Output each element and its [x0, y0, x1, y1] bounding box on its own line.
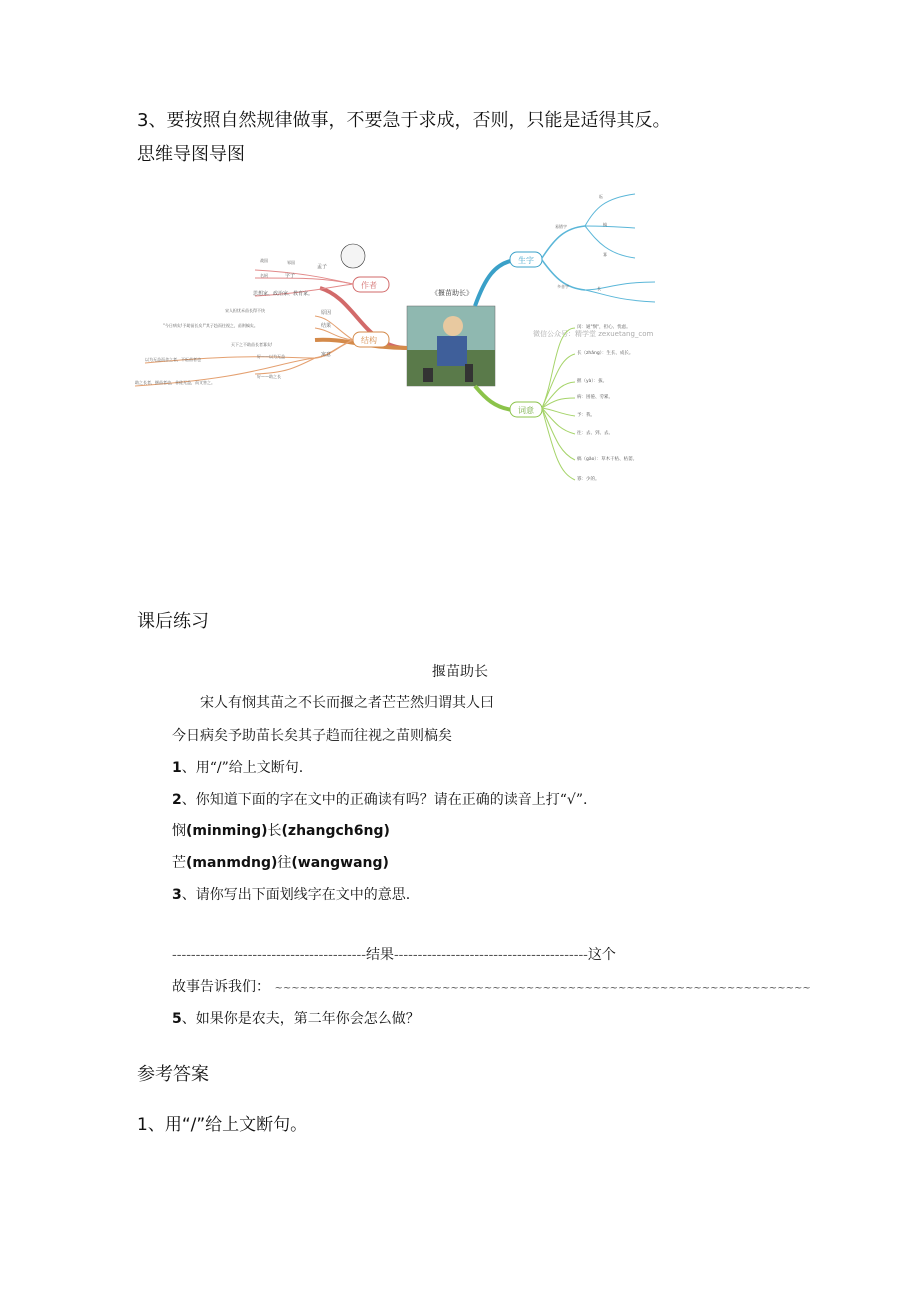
chars-item-0: 耘: [599, 194, 603, 199]
q4-blank-3: ~~~~~~~~~~~~~~~~~~~~~~~~~~~~~~~~~~~~~~~~~~~~~~~~~~~~~~~~~~~~~~~~: [274, 983, 811, 994]
practice-heading: 课后练习: [137, 611, 209, 632]
words-item-2: 揠（yà）：拔。: [577, 379, 608, 384]
question-5: [172, 1008, 420, 1028]
author-sub-0: 战国: [260, 258, 268, 263]
q2-char-4: 往: [277, 855, 292, 871]
q4-blank-1: -----------------------------------------: [172, 947, 366, 963]
words-item-6: 槁（gǎo）：草木干枯、枯萎。: [577, 457, 638, 462]
center-illustration: [407, 306, 495, 386]
structure-detail-6: 好——助之长: [257, 374, 281, 379]
q1-number: 1: [172, 760, 182, 776]
question-4-line-2: [172, 976, 811, 996]
author-sub-2: 邹国: [287, 260, 295, 265]
q2-number: 2: [172, 792, 182, 808]
structure-detail-2: 天下之不助苗长者寡矣!: [231, 342, 273, 347]
q2-char-3: 芒: [172, 855, 186, 871]
q3-number: 3: [172, 887, 182, 903]
q4-end: 这个: [587, 947, 616, 963]
answers-heading: 参考答案: [137, 1064, 209, 1085]
q1-text: 、用“/”给上文断句.: [181, 760, 304, 776]
text-line-2: 今日病矣予助苗长矣其子趋而往视之苗则槁矣: [172, 728, 452, 744]
chars-group-1: 多音字: [557, 284, 569, 289]
q2-line-2: [172, 852, 389, 872]
author-item-2: 思想家、政治家、教育家。: [253, 291, 314, 297]
words-item-5: 往：去、到、去。: [577, 431, 613, 436]
words-item-1: 长（zhǎng）：生长、成长。: [577, 351, 634, 356]
q5-number: 5: [172, 1011, 182, 1027]
structure-item-1: 结果: [321, 323, 332, 329]
conclusion-line: 3、要按照自然规律做事，不要急于求成，否则，只能是适得其反。: [137, 110, 671, 131]
chars-item-3: 长: [597, 286, 601, 291]
text-line-1: 宋人有悯其苗之不长而揠之者芒芒然归谓其人曰: [200, 695, 494, 711]
words-label: 词意: [518, 406, 534, 415]
structure-detail-5: 好——以为无益: [257, 354, 285, 359]
words-branch-line: [475, 386, 513, 410]
structure-detail-1: "今日病矣!予助苗长矣!"其子趋而往视之，苗则槁矣。: [163, 323, 258, 328]
q2-text: 、你知道下面的字在文中的正确读有吗？请在正确的读音上打“√”.: [181, 792, 588, 808]
question-4-line-1: [172, 944, 616, 964]
mencius-portrait: [341, 244, 365, 268]
question-3: [172, 884, 410, 904]
author-sub-1: 名轲: [260, 273, 268, 278]
center-label: 《揠苗助长》: [431, 289, 473, 297]
author-item-1: 字子: [285, 273, 296, 279]
q4-prompt: 故事告诉我们：: [172, 979, 270, 995]
words-item-3: 病：困倦、劳累。: [577, 395, 613, 400]
structure-label: 结构: [361, 336, 377, 345]
q2-pinyin-3: (manmdng): [186, 855, 278, 871]
structure-detail-4: 助之长者，揠苗者也，非徒无益，而又害之。: [135, 380, 215, 385]
author-label: 作者: [361, 281, 377, 290]
q2-pinyin-2: (zhangch6ng): [281, 823, 390, 839]
q2-line-1: [172, 820, 390, 840]
chars-branch-line: [475, 260, 515, 306]
mindmap-heading: 思维导图导图: [137, 144, 245, 165]
question-2: [172, 789, 587, 809]
chars-item-2: 寡: [603, 252, 607, 257]
q2-char-1: 悯: [172, 823, 186, 839]
answer-1: 1、用“/”给上文断句。: [137, 1115, 308, 1135]
author-item-0: 孟子: [317, 264, 328, 270]
chars-label: 生字: [518, 256, 534, 265]
q2-pinyin-1: (minming): [186, 823, 268, 839]
q5-text: 、如果你是农夫，第二年你会怎么做？: [181, 1011, 420, 1027]
q2-char-2: 长: [267, 823, 282, 839]
mindmap-diagram: [135, 178, 697, 490]
question-1: [172, 757, 303, 777]
q3-text: 、请你写出下面划线字在文中的意思.: [181, 887, 411, 903]
words-item-4: 予：我。: [577, 413, 595, 418]
chars-item-1: 槁: [603, 222, 607, 227]
structure-item-0: 原因: [321, 310, 332, 316]
chars-group-0: 易错字: [555, 224, 567, 229]
structure-detail-3: 以为无益而舍之者，不耘苗者也: [145, 357, 201, 362]
q4-result-label: 结果: [365, 947, 394, 963]
text-title: 揠苗助长: [432, 664, 488, 680]
structure-detail-0: 宋人担忧禾苗长得不快: [225, 308, 265, 313]
q4-blank-2: -----------------------------------------: [393, 947, 588, 963]
q2-pinyin-4: (wangwang): [291, 855, 389, 871]
structure-item-2: 寓意: [321, 352, 332, 358]
words-item-0: 闵：通"悯"，担心、忧虑。: [577, 325, 631, 330]
watermark: 微信公众号：精学堂 zexuetang_com: [533, 330, 654, 338]
words-item-7: 寡：少的。: [577, 477, 600, 482]
